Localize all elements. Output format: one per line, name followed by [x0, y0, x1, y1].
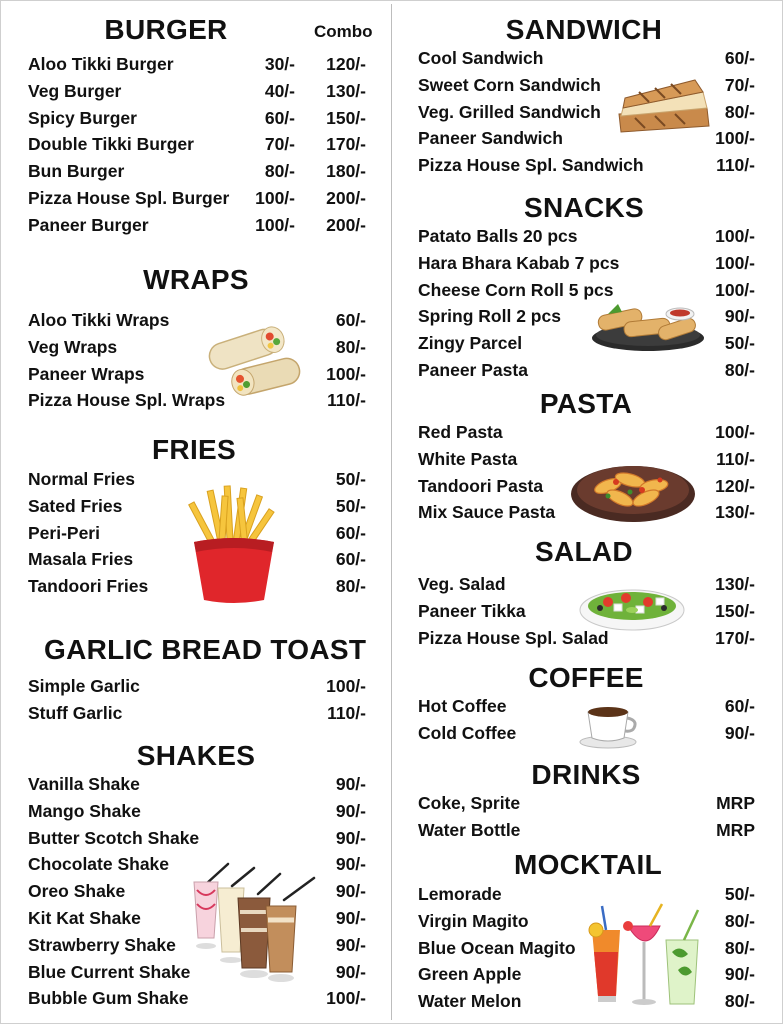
menu-item-name: Zingy Parcel: [418, 333, 523, 353]
menu-item-price: 30/-: [264, 54, 295, 74]
menu-item-name: Cold Coffee: [418, 723, 517, 743]
menu-item-name: Bun Burger: [28, 161, 125, 181]
menu-item-price: 90/-: [335, 828, 366, 848]
menu-item-price: 100/-: [715, 280, 755, 300]
menu-item-name: Pizza House Spl. Burger: [28, 188, 230, 208]
menu-item-name: Veg Wraps: [28, 337, 118, 357]
menu-item-price: 90/-: [335, 935, 366, 955]
menu-item-name: Masala Fries: [28, 549, 134, 569]
menu-item-price: 90/-: [335, 881, 366, 901]
menu-item: [28, 54, 365, 80]
menu-item-price: 90/-: [335, 774, 366, 794]
menu-item-name: Sweet Corn Sandwich: [418, 75, 601, 95]
menu-item: [418, 226, 757, 252]
menu-item-name: Paneer Burger: [28, 215, 149, 235]
menu-item-name: Paneer Sandwich: [418, 128, 563, 148]
menu-item-name: Cheese Corn Roll 5 pcs: [418, 280, 614, 300]
section-title-shakes: SHAKES: [136, 740, 256, 771]
menu-item-name: Veg. Grilled Sandwich: [418, 102, 601, 122]
menu-item: [418, 820, 757, 846]
milkshake-glasses-icon: [188, 860, 318, 986]
menu-item-price: MRP: [716, 820, 755, 840]
menu-item: [418, 360, 757, 386]
menu-item-name: Veg Burger: [28, 81, 122, 101]
menu-item-price: 60/-: [724, 696, 755, 716]
menu-item: [28, 676, 365, 702]
menu-item-name: Bubble Gum Shake: [28, 988, 189, 1008]
menu-item-combo-price: 200/-: [326, 188, 366, 208]
menu-item-name: Veg. Salad: [418, 574, 506, 594]
menu-item-price: 80/-: [724, 911, 755, 931]
menu-item-price: 100/-: [326, 676, 366, 696]
menu-item-combo-price: 170/-: [326, 134, 366, 154]
menu-item-price: 70/-: [724, 75, 755, 95]
menu-item-price: MRP: [716, 793, 755, 813]
menu-item-name: Lemorade: [418, 884, 502, 904]
menu-item-combo-price: 120/-: [326, 54, 366, 74]
section-title-pasta: PASTA: [539, 388, 633, 419]
menu-item-name: Red Pasta: [418, 422, 503, 442]
menu-item-name: Hara Bhara Kabab 7 pcs: [418, 253, 620, 273]
menu-item-name: White Pasta: [418, 449, 518, 469]
menu-item-name: Patato Balls 20 pcs: [418, 226, 578, 246]
menu-item-name: Pizza House Spl. Wraps: [28, 390, 226, 410]
menu-item-name: Oreo Shake: [28, 881, 126, 901]
menu-item: [28, 161, 365, 187]
menu-item-price: 90/-: [724, 723, 755, 743]
menu-item-name: Chocolate Shake: [28, 854, 170, 874]
menu-item-name: Spring Roll 2 pcs: [418, 306, 561, 326]
combo-column-header: Combo: [314, 22, 373, 41]
menu-item-name: Kit Kat Shake: [28, 908, 141, 928]
section-title-drinks: DRINKS: [531, 759, 641, 790]
menu-item-price: 100/-: [255, 215, 295, 235]
menu-item: [28, 364, 365, 390]
menu-item-name: Blue Ocean Magito: [418, 938, 576, 958]
menu-item-name: Coke, Sprite: [418, 793, 521, 813]
pasta-bowl-icon: [568, 452, 698, 526]
menu-item-combo-price: 180/-: [326, 161, 366, 181]
menu-item-price: 100/-: [326, 364, 366, 384]
menu-item: [418, 48, 757, 74]
menu-item-price: 90/-: [335, 908, 366, 928]
menu-item: [28, 337, 365, 363]
menu-item-name: Peri-Peri: [28, 523, 100, 543]
menu-item-price: 100/-: [715, 253, 755, 273]
menu-item: [28, 134, 365, 160]
salad-bowl-icon: [578, 576, 686, 632]
menu-item: [28, 828, 365, 854]
menu-item-name: Spicy Burger: [28, 108, 137, 128]
menu-item-name: Virgin Magito: [418, 911, 529, 931]
menu-item: [418, 422, 757, 448]
menu-item-price: 80/-: [724, 102, 755, 122]
menu-item-name: Blue Current Shake: [28, 962, 191, 982]
menu-item-price: 130/-: [715, 574, 755, 594]
menu-item: [28, 703, 365, 729]
section-title-salad: SALAD: [535, 536, 633, 567]
french-fries-icon: [180, 482, 288, 604]
menu-item: [28, 188, 365, 214]
menu-item-price: 110/-: [716, 155, 755, 175]
section-title-garlic: GARLIC BREAD TOAST: [44, 634, 367, 665]
menu-item-price: 70/-: [264, 134, 295, 154]
menu-item: [28, 310, 365, 336]
menu-item-name: Aloo Tikki Burger: [28, 54, 174, 74]
menu-item: [28, 215, 365, 241]
section-title-burger: BURGER: [104, 14, 228, 45]
menu-item-price: 60/-: [335, 310, 366, 330]
menu-item-price: 90/-: [335, 962, 366, 982]
menu-item-name: Butter Scotch Shake: [28, 828, 200, 848]
menu-item-price: 80/-: [335, 576, 366, 596]
menu-item-name: Water Bottle: [418, 820, 521, 840]
menu-item-price: 100/-: [715, 226, 755, 246]
menu-item-price: 80/-: [724, 938, 755, 958]
menu-item-combo-price: 150/-: [326, 108, 366, 128]
menu-item: [28, 81, 365, 107]
menu-item-name: Paneer Wraps: [28, 364, 145, 384]
menu-item: [28, 108, 365, 134]
grilled-sandwich-icon: [615, 78, 713, 136]
section-title-snacks: SNACKS: [523, 192, 645, 223]
menu-item-price: 100/-: [715, 128, 755, 148]
menu-item-name: Mix Sauce Pasta: [418, 502, 556, 522]
menu-item-name: Paneer Pasta: [418, 360, 528, 380]
menu-item-price: 170/-: [715, 628, 755, 648]
section-title-mocktail: MOCKTAIL: [513, 849, 663, 880]
menu-item-name: Stuff Garlic: [28, 703, 123, 723]
menu-item-name: Paneer Tikka: [418, 601, 526, 621]
menu-item-name: Strawberry Shake: [28, 935, 176, 955]
menu-item-price: 50/-: [335, 469, 366, 489]
wrap-roll-icon: [204, 318, 304, 400]
section-title-fries: FRIES: [152, 434, 236, 465]
menu-item-price: 100/-: [326, 988, 366, 1008]
menu-item-name: Hot Coffee: [418, 696, 507, 716]
menu-item: [418, 155, 757, 181]
menu-item-price: 150/-: [715, 601, 755, 621]
section-title-wraps: WRAPS: [143, 264, 249, 295]
menu-item-price: 40/-: [264, 81, 295, 101]
menu-item-price: 100/-: [255, 188, 295, 208]
spring-roll-plate-icon: [588, 292, 706, 354]
menu-item-price: 130/-: [715, 502, 755, 522]
menu-item-name: Normal Fries: [28, 469, 135, 489]
menu-item-price: 110/-: [327, 703, 366, 723]
menu-item: [28, 988, 365, 1014]
menu-item-price: 80/-: [264, 161, 295, 181]
menu-item-name: Simple Garlic: [28, 676, 140, 696]
menu-item-price: 110/-: [716, 449, 755, 469]
menu-item-name: Mango Shake: [28, 801, 141, 821]
menu-item-combo-price: 200/-: [326, 215, 366, 235]
menu-item-price: 90/-: [724, 306, 755, 326]
menu-item-name: Water Melon: [418, 991, 522, 1011]
menu-item-name: Green Apple: [418, 964, 522, 984]
menu-item-price: 50/-: [724, 884, 755, 904]
menu-item: [418, 793, 757, 819]
menu-item: [28, 390, 365, 416]
menu-item-price: 60/-: [724, 48, 755, 68]
menu-item-price: 120/-: [715, 476, 755, 496]
menu-item-name: Sated Fries: [28, 496, 123, 516]
menu-item-price: 100/-: [715, 422, 755, 442]
menu-item-combo-price: 130/-: [326, 81, 366, 101]
menu-item-name: Pizza House Spl. Salad: [418, 628, 609, 648]
menu-item-name: Aloo Tikki Wraps: [28, 310, 170, 330]
menu-item-price: 50/-: [724, 333, 755, 353]
mocktail-glasses-icon: [588, 900, 712, 1012]
menu-item-name: Double Tikki Burger: [28, 134, 194, 154]
menu-item-price: 80/-: [335, 337, 366, 357]
menu-item-name: Tandoori Pasta: [418, 476, 544, 496]
menu-item: [28, 801, 365, 827]
section-title-sandwich: SANDWICH: [505, 14, 663, 45]
menu-item: [28, 774, 365, 800]
coffee-cup-icon: [578, 694, 640, 750]
menu-item-price: 90/-: [724, 964, 755, 984]
section-title-coffee: COFFEE: [528, 662, 644, 693]
menu-item-name: Pizza House Spl. Sandwich: [418, 155, 644, 175]
menu-item-name: Tandoori Fries: [28, 576, 149, 596]
menu-item-price: 60/-: [335, 523, 366, 543]
menu-item-price: 60/-: [264, 108, 295, 128]
menu-item-price: 90/-: [335, 801, 366, 821]
menu-item: [418, 253, 757, 279]
menu-item-price: 80/-: [724, 991, 755, 1011]
column-divider: [391, 4, 392, 1020]
menu-item-price: 60/-: [335, 549, 366, 569]
menu-item-price: 80/-: [724, 360, 755, 380]
menu-item-price: 110/-: [327, 390, 366, 410]
menu-item-price: 50/-: [335, 496, 366, 516]
menu-item-price: 90/-: [335, 854, 366, 874]
menu-item-name: Vanilla Shake: [28, 774, 140, 794]
menu-item-name: Cool Sandwich: [418, 48, 544, 68]
